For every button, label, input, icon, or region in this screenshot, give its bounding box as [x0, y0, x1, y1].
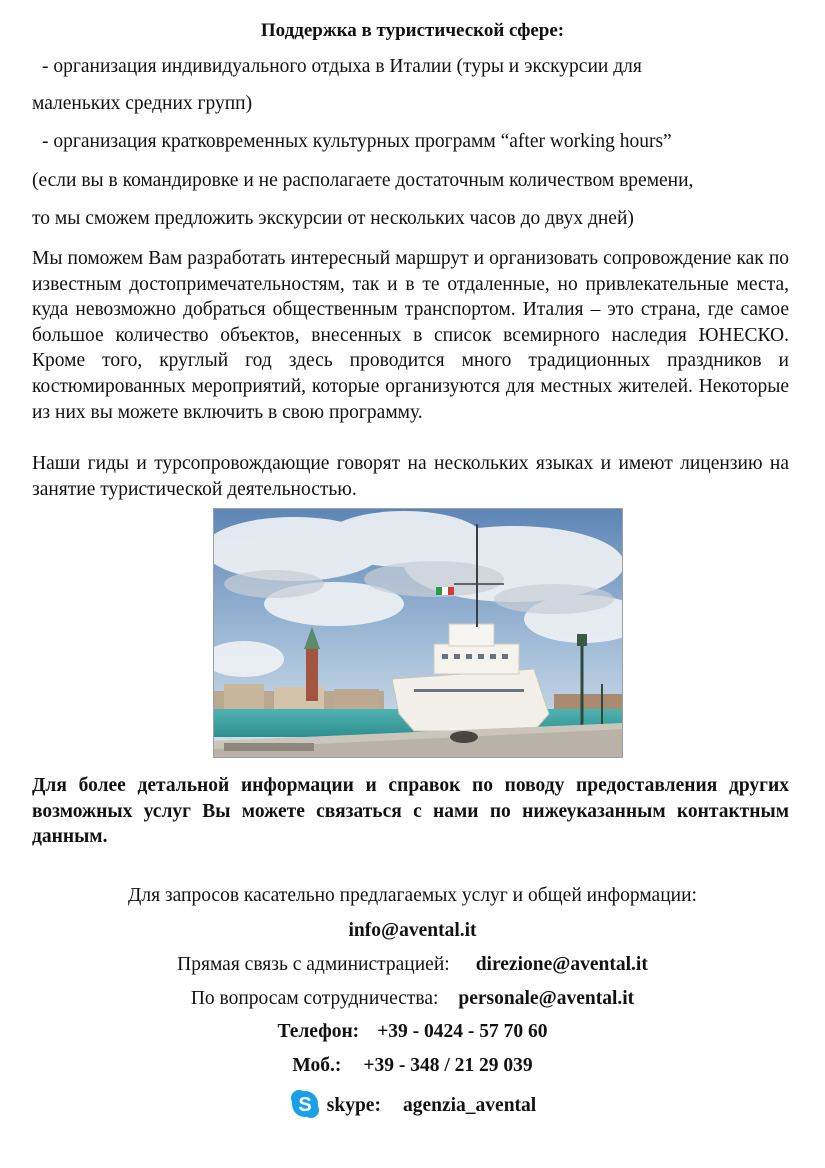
service-line-note-cont: то мы сможем предложить экскурсии от нескольких часов до двух дней) — [32, 208, 634, 229]
contacts-intro: Для запросов касательно предлагаемых услуг и общей информации: — [128, 885, 697, 906]
mobile-label: Моб.: — [292, 1055, 342, 1076]
skype-label: skype: — [326, 1095, 381, 1116]
contact-note: Для более детальной информации и справок по поводу предоставления других возможных услуг Вы можете связаться с нами по нижеуказанным контактным данным. — [32, 775, 789, 848]
phone-number-link[interactable]: +39 - 0424 - 57 70 60 — [377, 1021, 548, 1042]
admin-contact — [0, 954, 825, 976]
service-line-individual-cont: маленьких средних групп) — [32, 93, 253, 114]
service-line-individual: - организация индивидуального отдыха в Италии (туры и экскурсии для — [42, 56, 642, 77]
page-heading: Поддержка в туристической сфере: — [260, 20, 565, 41]
description-paragraph: Мы поможем Вам разработать интересный маршрут и организовать сопровождение как по известным достопримечательностям, так и в те отдаленные, но привлекательные места, куда невозможно добраться общественным транспортом. Италия – это страна, где самое большое количество объектов, внесенных в список всемирного наследия ЮНЕСКО. Кроме того, круглый год здесь проводится много традиционных праздников и костюмированных мероприятий, которые организуются для местных жителей. Некоторые из них вы можете включить в свою программу. — [32, 248, 789, 423]
skype-icon — [289, 1088, 321, 1120]
coop-contact — [0, 988, 825, 1010]
venice-ship-photo — [213, 508, 623, 758]
admin-label: Прямая связь с администрацией: — [177, 954, 450, 975]
phone-label: Телефон: — [277, 1021, 360, 1042]
coop-label: По вопросам сотрудничества: — [190, 988, 439, 1009]
admin-email-link[interactable]: direzione@avental.it — [475, 954, 648, 975]
mobile-contact — [0, 1055, 825, 1077]
service-line-cultural: - организация кратковременных культурных программ “after working hours” — [42, 131, 672, 152]
svg-text:S: S — [298, 1094, 312, 1116]
skype-contact — [0, 1088, 825, 1120]
coop-email-link[interactable]: personale@avental.it — [458, 988, 635, 1009]
mobile-number-link[interactable]: +39 - 348 / 21 29 039 — [363, 1055, 533, 1076]
info-email-link[interactable]: info@avental.it — [348, 920, 477, 941]
skype-id-link[interactable]: agenzia_avental — [402, 1095, 537, 1116]
phone-contact — [0, 1021, 825, 1043]
guides-paragraph: Наши гиды и турсопровождающие говорят на нескольких языках и имеют лицензию на занятие туристической деятельностью. — [32, 453, 789, 500]
service-line-note: (если вы в командировке и не располагаете достаточным количеством времени, — [32, 170, 694, 191]
